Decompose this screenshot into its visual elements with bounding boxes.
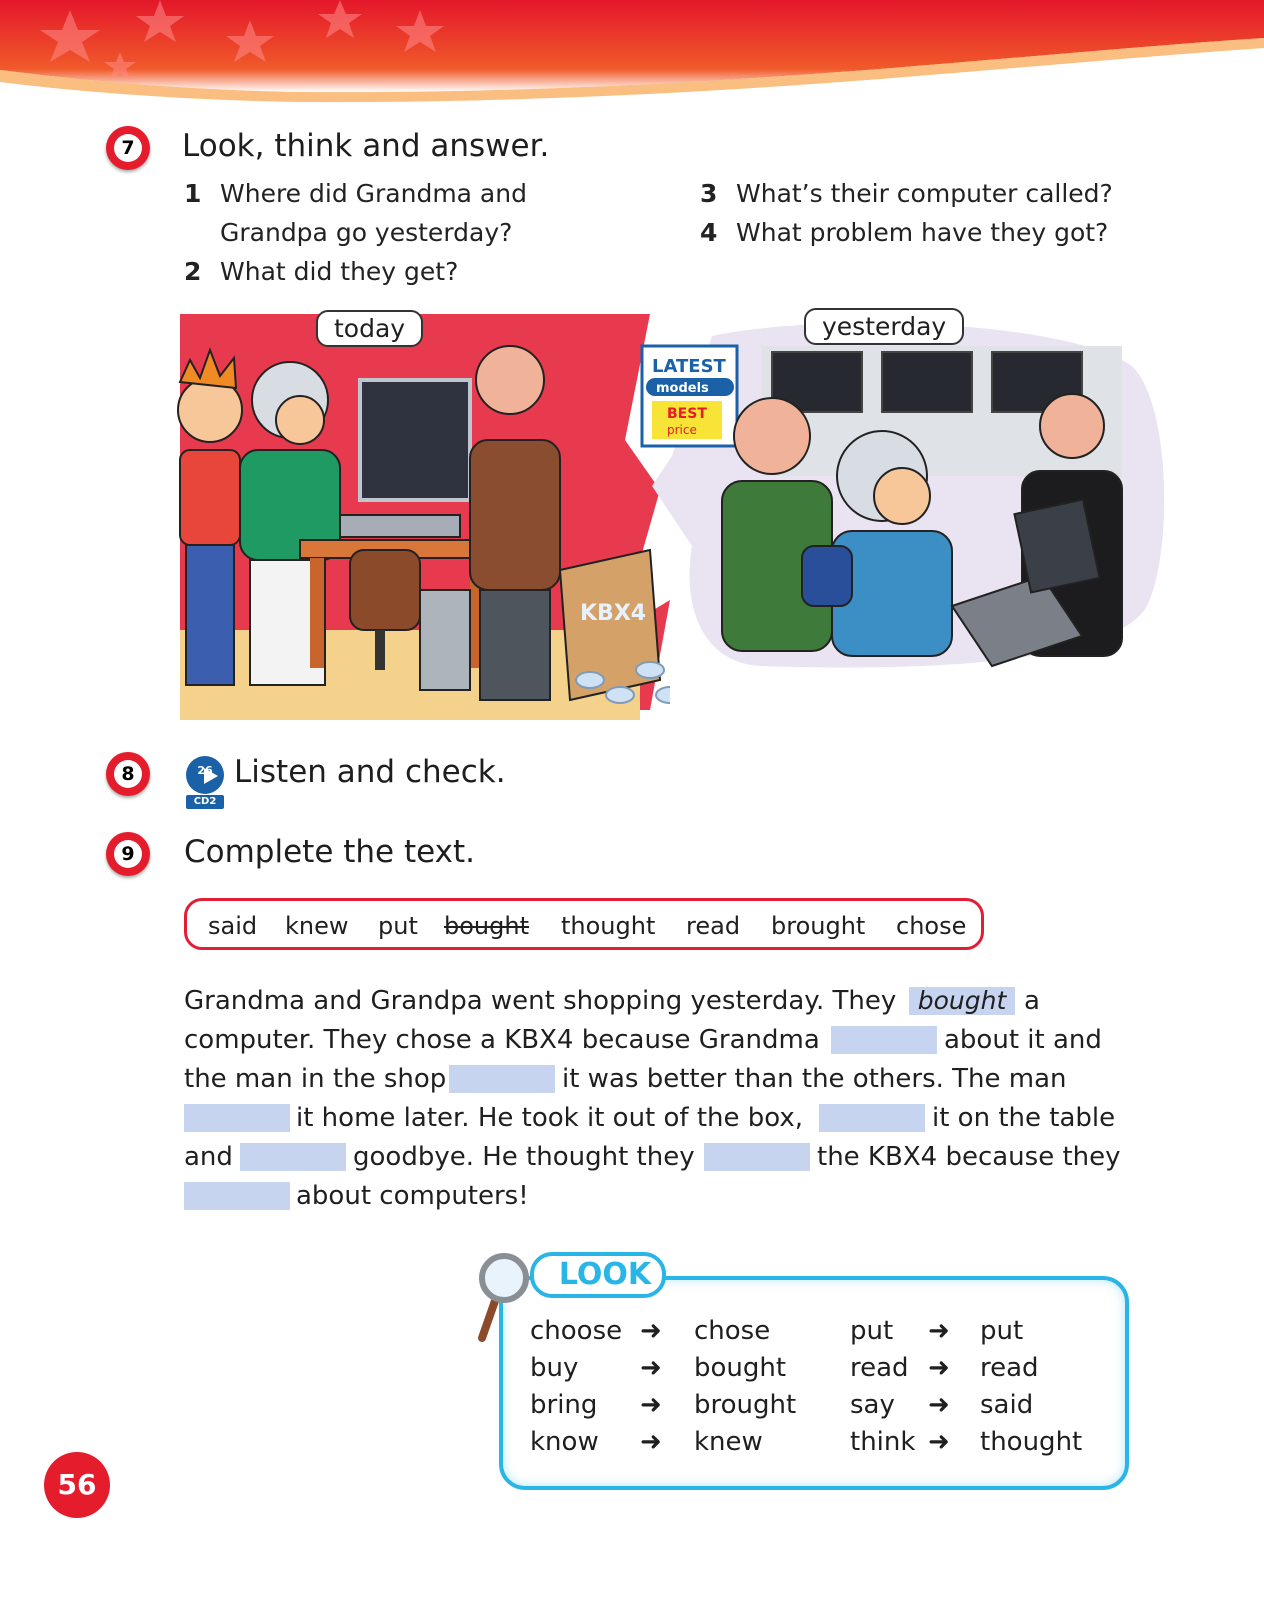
exercise-number: 7 bbox=[114, 134, 142, 162]
verb-base: put bbox=[850, 1316, 894, 1346]
question-1-continued: Grandpa go yesterday? bbox=[220, 218, 513, 247]
verb-base: buy bbox=[530, 1353, 579, 1383]
word-chose: chose bbox=[896, 912, 967, 940]
look-title: LOOK bbox=[530, 1252, 666, 1298]
blank-6[interactable] bbox=[704, 1143, 810, 1171]
text-line-2a: computer. They chose a KBX4 because Grandma bbox=[184, 1025, 820, 1055]
track-number: 26 bbox=[197, 764, 213, 777]
exercise-8-heading: Listen and check. bbox=[234, 754, 506, 790]
arrow-icon: ➜ bbox=[928, 1353, 950, 1383]
text-line-3a: the man in the shop bbox=[184, 1064, 447, 1094]
question-1: 1 Where did Grandma and bbox=[184, 179, 527, 208]
box-label: KBX4 bbox=[580, 601, 647, 626]
text-line-6a: about computers! bbox=[296, 1181, 529, 1211]
sign-best: BEST bbox=[667, 406, 707, 422]
text-line-1b: a bbox=[1024, 986, 1040, 1016]
verb-past: brought bbox=[694, 1390, 797, 1420]
arrow-icon: ➜ bbox=[640, 1353, 662, 1383]
arrow-icon: ➜ bbox=[928, 1390, 950, 1420]
exercise-number: 9 bbox=[114, 840, 142, 868]
question-4: 4 What problem have they got? bbox=[700, 218, 1109, 247]
text-line-3b: it was better than the others. The man bbox=[562, 1064, 1067, 1094]
question-2: 2 What did they get? bbox=[184, 257, 459, 286]
text-line-1a: Grandma and Grandpa went shopping yesterday. They bbox=[184, 986, 897, 1016]
top-banner bbox=[0, 0, 1264, 110]
blank-7[interactable] bbox=[184, 1182, 290, 1210]
verb-past: thought bbox=[980, 1427, 1083, 1457]
text-line-5a: and bbox=[184, 1142, 233, 1172]
verb-base: bring bbox=[530, 1390, 598, 1420]
word-read: read bbox=[686, 912, 741, 940]
question-3: 3 What’s their computer called? bbox=[700, 179, 1113, 208]
cd-label: CD2 bbox=[186, 795, 224, 809]
magnifier-icon bbox=[470, 1250, 530, 1346]
word-bought-crossed-out: bought bbox=[444, 912, 529, 940]
text-line-5b: goodbye. He thought they bbox=[353, 1142, 695, 1172]
verb-past: knew bbox=[694, 1427, 763, 1457]
blank-2[interactable] bbox=[449, 1065, 555, 1093]
exercise-9-heading: Complete the text. bbox=[184, 834, 476, 870]
word-brought: brought bbox=[771, 912, 866, 940]
blank-4[interactable] bbox=[819, 1104, 925, 1132]
yesterday-illustration bbox=[612, 306, 1172, 676]
text-line-4a: it home later. He took it out of the box, bbox=[296, 1103, 804, 1133]
answer-example: bought bbox=[909, 987, 1015, 1015]
arrow-icon: ➜ bbox=[928, 1427, 950, 1457]
arrow-icon: ➜ bbox=[640, 1390, 662, 1420]
exercise-8-badge bbox=[106, 752, 150, 796]
today-label: today bbox=[316, 310, 423, 347]
verb-past: read bbox=[980, 1353, 1039, 1383]
verb-base: think bbox=[850, 1427, 916, 1457]
blank-5[interactable] bbox=[240, 1143, 346, 1171]
sign-price: price bbox=[667, 423, 697, 437]
exercise-number: 8 bbox=[114, 760, 142, 788]
blank-1[interactable] bbox=[831, 1026, 937, 1054]
verb-past: bought bbox=[694, 1353, 787, 1383]
arrow-icon: ➜ bbox=[640, 1316, 662, 1346]
page-number: 56 bbox=[44, 1452, 110, 1518]
verb-past: chose bbox=[694, 1316, 771, 1346]
sign-latest: LATEST bbox=[652, 356, 726, 377]
text-line-4b: it on the table bbox=[932, 1103, 1116, 1133]
arrow-icon: ➜ bbox=[928, 1316, 950, 1346]
yesterday-label: yesterday bbox=[804, 308, 964, 345]
word-knew: knew bbox=[285, 912, 349, 940]
word-thought: thought bbox=[561, 912, 656, 940]
verb-past: said bbox=[980, 1390, 1034, 1420]
word-said: said bbox=[208, 912, 258, 940]
blank-3[interactable] bbox=[184, 1104, 290, 1132]
arrow-icon: ➜ bbox=[640, 1427, 662, 1457]
verb-past: put bbox=[980, 1316, 1024, 1346]
verb-base: choose bbox=[530, 1316, 623, 1346]
sign-models: models bbox=[656, 381, 709, 396]
word-put: put bbox=[378, 912, 418, 940]
verb-base: say bbox=[850, 1390, 895, 1420]
today-illustration bbox=[150, 300, 670, 730]
verb-base: know bbox=[530, 1427, 599, 1457]
exercise-7-badge bbox=[106, 126, 150, 170]
exercise-7-heading: Look, think and answer. bbox=[182, 128, 550, 164]
text-line-5c: the KBX4 because they bbox=[817, 1142, 1121, 1172]
text-line-2b: about it and bbox=[944, 1025, 1102, 1055]
look-box bbox=[499, 1276, 1129, 1490]
verb-base: read bbox=[850, 1353, 909, 1383]
exercise-9-badge bbox=[106, 832, 150, 876]
